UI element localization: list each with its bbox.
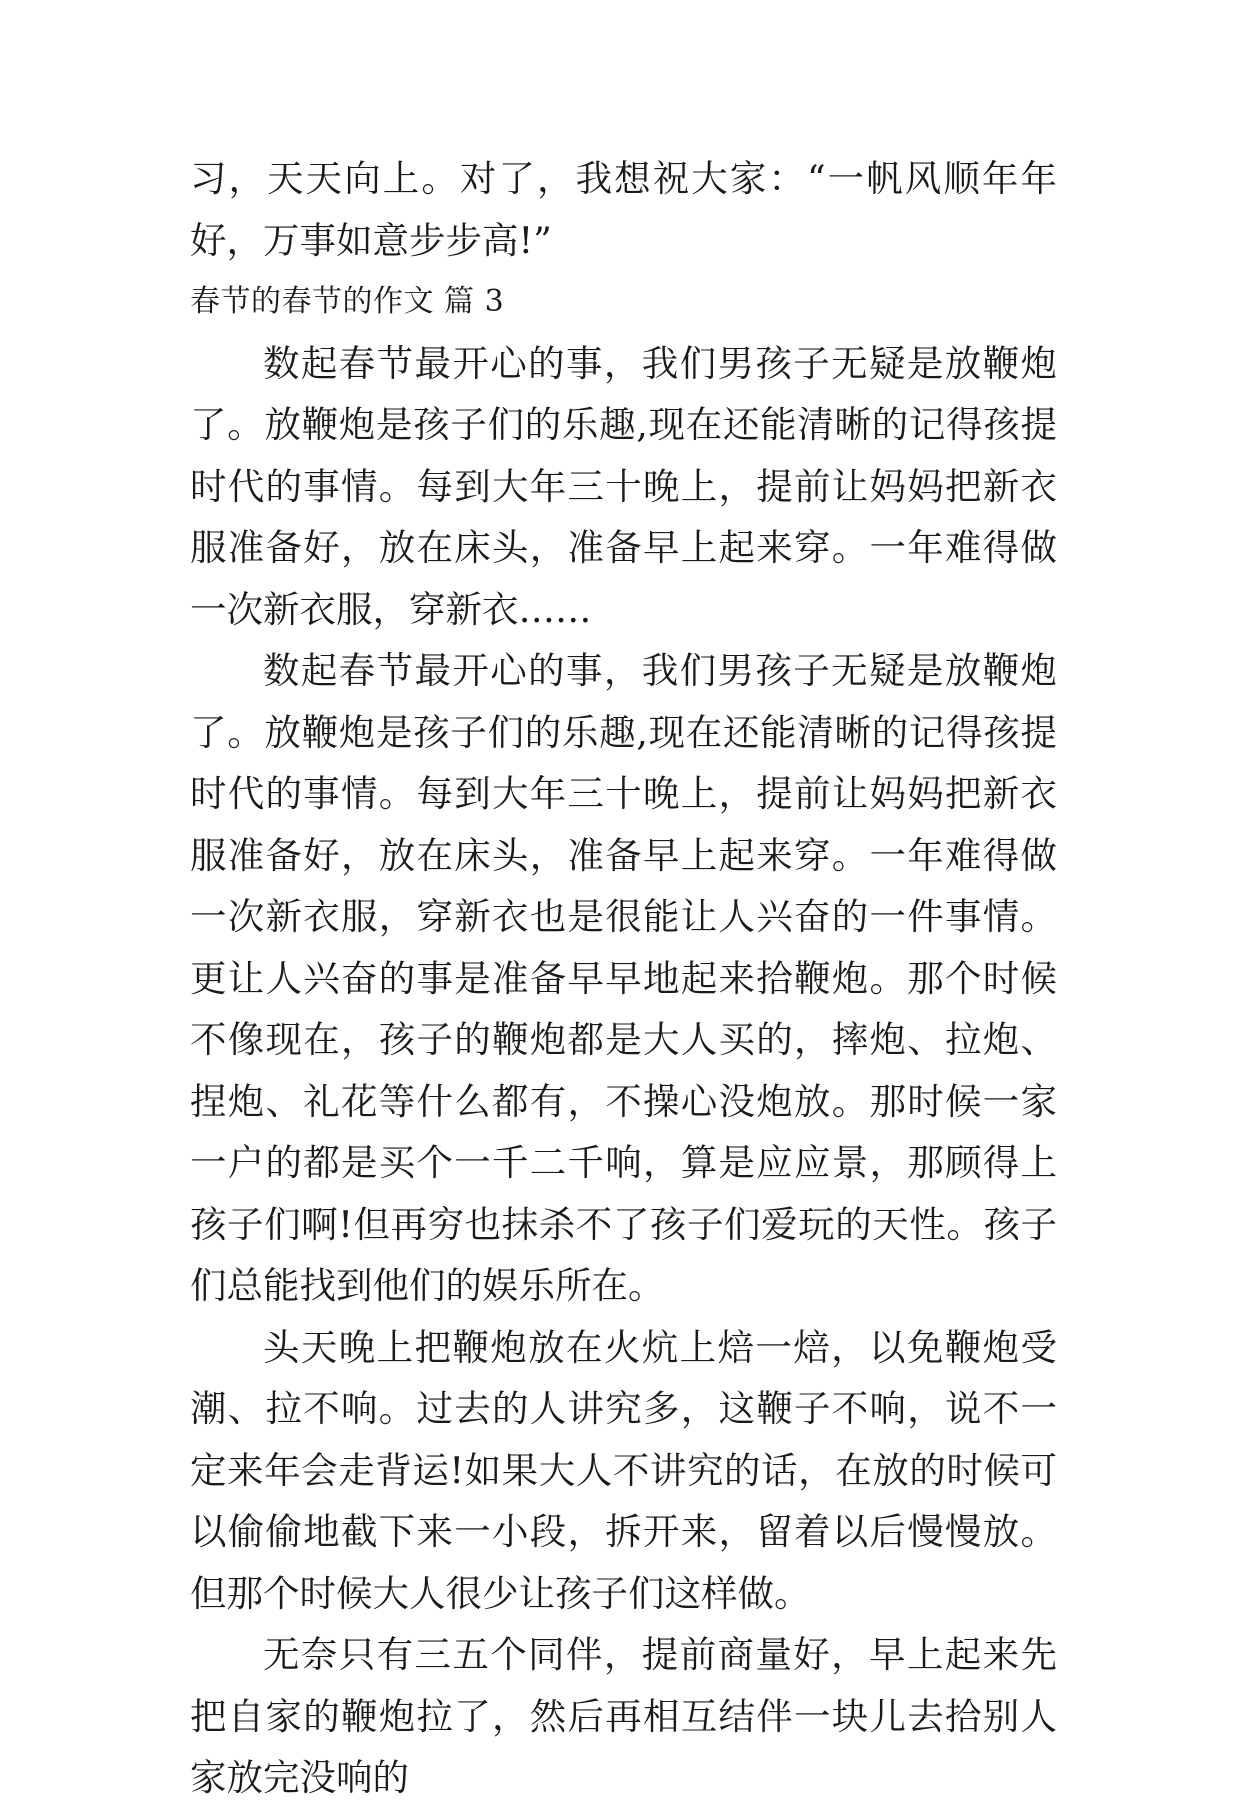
body-paragraph: 无奈只有三五个同伴，提前商量好，早上起来先把自家的鞭炮拉了，然后再相互结伴一块儿去拾别人家放完没响的 bbox=[190, 1633, 1057, 1799]
body-paragraph: 数起春节最开心的事，我们男孩子无疑是放鞭炮了。放鞭炮是孩子们的乐趣,现在还能清晰的记得孩提时代的事情。每到大年三十晚上，提前让妈妈把新衣服准备好，放在床头，准备早上起来穿。一年难得做一次新衣服，穿新衣也是很能让人兴奋的一件事情。更让人兴奋的事是准备早早地起来拾鞭炮。那个时候不像现在，孩子的鞭炮都是大人买的，摔炮、拉炮、捏炮、礼花等什么都有，不操心没炮放。那时候一家一户的都是买个一千二千响，算是应应景，那顾得上孩子们啊!但再穷也抹杀不了孩子们爱玩的天性。孩子们总能找到他们的娱乐所在。 bbox=[190, 649, 1057, 1307]
body-paragraph: 头天晚上把鞭炮放在火炕上焙一焙，以免鞭炮受潮、拉不响。过去的人讲究多，这鞭子不响，说不一定来年会走背运!如果大人不讲究的话，在放的时候可以偷偷地截下来一小段，拆开来，留着以后慢慢放。但那个时候大人很少让孩子们这样做。 bbox=[190, 1325, 1057, 1615]
body-paragraph: 数起春节最开心的事，我们男孩子无疑是放鞭炮了。放鞭炮是孩子们的乐趣,现在还能清晰的记得孩提时代的事情。每到大年三十晚上，提前让妈妈把新衣服准备好，放在床头，准备早上起来穿。一年难得做一次新衣服，穿新衣…… bbox=[190, 341, 1057, 631]
document-body bbox=[190, 148, 1057, 1809]
continuation-paragraph: 习，天天向上。对了，我想祝大家：“一帆风顺年年好，万事如意步步高!” bbox=[190, 157, 1057, 262]
section-heading: 春节的春节的作文 篇 3 bbox=[190, 284, 505, 319]
